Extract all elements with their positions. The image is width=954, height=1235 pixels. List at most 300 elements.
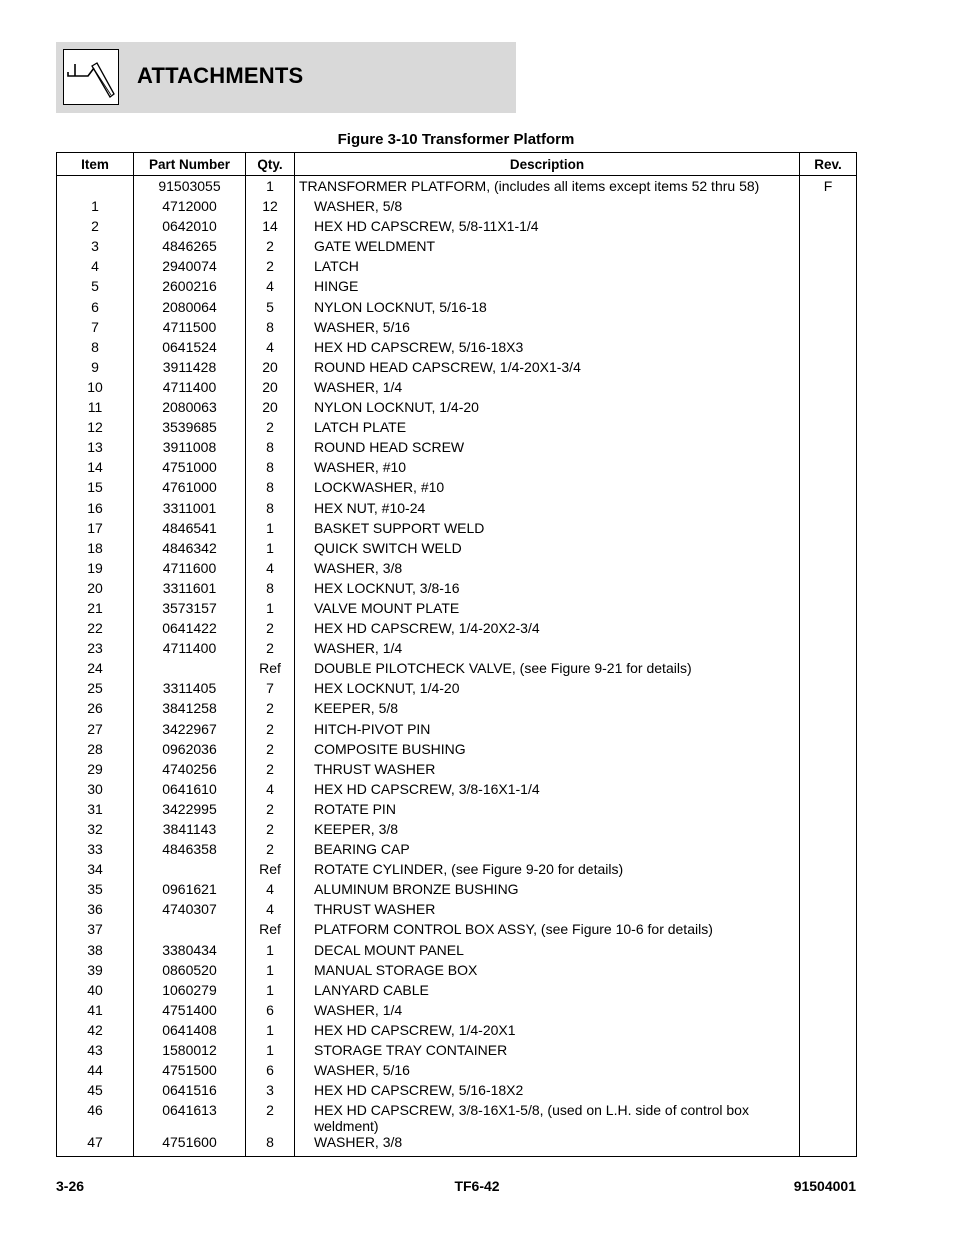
- table-row: [57, 500, 857, 520]
- qty-cell: 1: [246, 962, 295, 982]
- item-cell: 27: [57, 721, 134, 741]
- table-row: [57, 198, 857, 218]
- section-title: ATTACHMENTS: [137, 63, 304, 88]
- description-cell: ROUND HEAD CAPSCREW, 1/4-20X1-3/4: [295, 359, 800, 379]
- description-cell: LOCKWASHER, #10: [295, 479, 800, 499]
- item-cell: 31: [57, 801, 134, 821]
- table-row: [57, 1002, 857, 1022]
- part-number-cell: 0641408: [134, 1022, 246, 1042]
- description-cell: COMPOSITE BUSHING: [295, 741, 800, 761]
- table-row: [57, 881, 857, 901]
- table-row: [57, 1022, 857, 1042]
- rev-cell: [800, 962, 857, 982]
- rev-cell: [800, 1022, 857, 1042]
- part-number-cell: 4751400: [134, 1002, 246, 1022]
- table-row: [57, 821, 857, 841]
- item-cell: 20: [57, 580, 134, 600]
- part-number-cell: 0860520: [134, 962, 246, 982]
- description-cell: WASHER, 3/8: [295, 560, 800, 580]
- rev-cell: [800, 841, 857, 861]
- description-cell: HEX LOCKNUT, 1/4-20: [295, 680, 800, 700]
- qty-cell: 4: [246, 781, 295, 801]
- qty-cell: 1: [246, 1042, 295, 1062]
- rev-cell: [800, 1082, 857, 1102]
- qty-cell: 8: [246, 1134, 295, 1157]
- part-number-cell: 4740256: [134, 761, 246, 781]
- rev-cell: [800, 861, 857, 881]
- part-number-cell: 3311405: [134, 680, 246, 700]
- part-number-cell: 4711400: [134, 640, 246, 660]
- part-number-cell: 3422995: [134, 801, 246, 821]
- document-number: 91504001: [793, 1178, 856, 1194]
- qty-cell: 4: [246, 339, 295, 359]
- table-row: [57, 700, 857, 720]
- table-row: [57, 761, 857, 781]
- rev-cell: [800, 439, 857, 459]
- table-row: [57, 319, 857, 339]
- table-row: [57, 459, 857, 479]
- rev-cell: [800, 640, 857, 660]
- rev-cell: [800, 459, 857, 479]
- table-row: [57, 419, 857, 439]
- table-row: [57, 680, 857, 700]
- item-cell: 16: [57, 500, 134, 520]
- qty-cell: 2: [246, 1102, 295, 1134]
- qty-cell: Ref: [246, 861, 295, 881]
- part-number-cell: 4846265: [134, 238, 246, 258]
- part-number-cell: 4711500: [134, 319, 246, 339]
- qty-cell: 1: [246, 982, 295, 1002]
- table-row: [57, 1062, 857, 1082]
- qty-cell: 2: [246, 238, 295, 258]
- part-number-cell: 4711400: [134, 379, 246, 399]
- part-number-cell: 0641516: [134, 1082, 246, 1102]
- description-cell: WASHER, 1/4: [295, 1002, 800, 1022]
- description-cell: GATE WELDMENT: [295, 238, 800, 258]
- part-number-cell: 4846541: [134, 520, 246, 540]
- rev-cell: [800, 540, 857, 560]
- description-cell: WASHER, #10: [295, 459, 800, 479]
- item-cell: [57, 176, 134, 199]
- rev-cell: [800, 500, 857, 520]
- rev-cell: [800, 218, 857, 238]
- part-number-cell: 3911008: [134, 439, 246, 459]
- page-number: 3-26: [56, 1178, 85, 1194]
- table-row: [57, 962, 857, 982]
- table-row: [57, 640, 857, 660]
- qty-cell: 2: [246, 841, 295, 861]
- part-number-cell: 0641610: [134, 781, 246, 801]
- rev-cell: F: [800, 176, 857, 199]
- table-row: [57, 238, 857, 258]
- qty-cell: 12: [246, 198, 295, 218]
- description-cell: LATCH: [295, 258, 800, 278]
- description-cell: ROUND HEAD SCREW: [295, 439, 800, 459]
- table-row: [57, 942, 857, 962]
- qty-cell: 20: [246, 379, 295, 399]
- rev-cell: [800, 560, 857, 580]
- description-cell: THRUST WASHER: [295, 761, 800, 781]
- rev-cell: [800, 620, 857, 640]
- item-cell: 13: [57, 439, 134, 459]
- item-cell: 17: [57, 520, 134, 540]
- item-cell: 47: [57, 1134, 134, 1157]
- qty-cell: 2: [246, 801, 295, 821]
- item-cell: 23: [57, 640, 134, 660]
- qty-cell: 2: [246, 761, 295, 781]
- qty-cell: 20: [246, 359, 295, 379]
- wrench-icon: [63, 49, 119, 105]
- description-cell: HEX HD CAPSCREW, 3/8-16X1-1/4: [295, 781, 800, 801]
- parts-table: [56, 152, 857, 1157]
- qty-cell: Ref: [246, 921, 295, 941]
- qty-cell: 1: [246, 520, 295, 540]
- qty-cell: Ref: [246, 660, 295, 680]
- description-cell: MANUAL STORAGE BOX: [295, 962, 800, 982]
- rev-cell: [800, 600, 857, 620]
- rev-cell: [800, 198, 857, 218]
- qty-cell: 2: [246, 620, 295, 640]
- table-row: [57, 580, 857, 600]
- rev-cell: [800, 319, 857, 339]
- item-cell: 12: [57, 419, 134, 439]
- item-cell: 6: [57, 299, 134, 319]
- item-cell: 29: [57, 761, 134, 781]
- qty-cell: 8: [246, 459, 295, 479]
- table-row: [57, 861, 857, 881]
- qty-cell: 8: [246, 500, 295, 520]
- description-cell: ROTATE CYLINDER, (see Figure 9-20 for details): [295, 861, 800, 881]
- description-cell: WASHER, 1/4: [295, 379, 800, 399]
- qty-cell: 1: [246, 176, 295, 199]
- qty-cell: 2: [246, 700, 295, 720]
- qty-cell: 8: [246, 319, 295, 339]
- description-cell: DOUBLE PILOTCHECK VALVE, (see Figure 9-21 for details): [295, 660, 800, 680]
- part-number-cell: 4761000: [134, 479, 246, 499]
- qty-cell: 2: [246, 258, 295, 278]
- model-name: TF6-42: [454, 1178, 500, 1194]
- item-cell: 28: [57, 741, 134, 761]
- item-cell: 8: [57, 339, 134, 359]
- table-row: [57, 841, 857, 861]
- item-cell: 41: [57, 1002, 134, 1022]
- item-cell: 43: [57, 1042, 134, 1062]
- rev-cell: [800, 942, 857, 962]
- part-number-cell: 0962036: [134, 741, 246, 761]
- item-cell: 26: [57, 700, 134, 720]
- rev-cell: [800, 680, 857, 700]
- description-cell: QUICK SWITCH WELD: [295, 540, 800, 560]
- description-cell: HEX HD CAPSCREW, 1/4-20X2-3/4: [295, 620, 800, 640]
- part-number-cell: 4846358: [134, 841, 246, 861]
- item-cell: 35: [57, 881, 134, 901]
- rev-cell: [800, 1002, 857, 1022]
- part-number-cell: 1060279: [134, 982, 246, 1002]
- qty-cell: 4: [246, 560, 295, 580]
- table-row: [57, 721, 857, 741]
- description-cell: LATCH PLATE: [295, 419, 800, 439]
- qty-cell: 1: [246, 1022, 295, 1042]
- description-cell: THRUST WASHER: [295, 901, 800, 921]
- rev-cell: [800, 821, 857, 841]
- description-cell: TRANSFORMER PLATFORM, (includes all items except items 52 thru 58): [295, 176, 800, 199]
- item-cell: 2: [57, 218, 134, 238]
- item-cell: 4: [57, 258, 134, 278]
- rev-cell: [800, 781, 857, 801]
- part-number-cell: 0642010: [134, 218, 246, 238]
- rev-cell: [800, 278, 857, 298]
- item-cell: 46: [57, 1102, 134, 1134]
- item-cell: 45: [57, 1082, 134, 1102]
- item-cell: 36: [57, 901, 134, 921]
- description-cell: NYLON LOCKNUT, 1/4-20: [295, 399, 800, 419]
- item-cell: 18: [57, 540, 134, 560]
- table-row: [57, 540, 857, 560]
- item-cell: 44: [57, 1062, 134, 1082]
- part-number-cell: 3311001: [134, 500, 246, 520]
- description-cell: HEX NUT, #10-24: [295, 500, 800, 520]
- part-number-cell: 0641524: [134, 339, 246, 359]
- description-cell: STORAGE TRAY CONTAINER: [295, 1042, 800, 1062]
- qty-cell: 2: [246, 821, 295, 841]
- item-cell: 37: [57, 921, 134, 941]
- item-cell: 39: [57, 962, 134, 982]
- table-row: [57, 620, 857, 640]
- item-cell: 5: [57, 278, 134, 298]
- table-row: [57, 339, 857, 359]
- rev-cell: [800, 238, 857, 258]
- rev-cell: [800, 761, 857, 781]
- item-cell: 11: [57, 399, 134, 419]
- rev-cell: [800, 258, 857, 278]
- description-cell: ALUMINUM BRONZE BUSHING: [295, 881, 800, 901]
- rev-cell: [800, 881, 857, 901]
- qty-cell: 2: [246, 741, 295, 761]
- rev-cell: [800, 339, 857, 359]
- description-cell: HEX HD CAPSCREW, 3/8-16X1-5/8, (used on L.H. side of control box weldment): [295, 1102, 800, 1134]
- part-number-cell: 4740307: [134, 901, 246, 921]
- part-number-cell: 1580012: [134, 1042, 246, 1062]
- description-cell: HEX LOCKNUT, 3/8-16: [295, 580, 800, 600]
- description-cell: ROTATE PIN: [295, 801, 800, 821]
- qty-cell: 2: [246, 721, 295, 741]
- part-number-cell: 3311601: [134, 580, 246, 600]
- description-cell: LANYARD CABLE: [295, 982, 800, 1002]
- item-cell: 32: [57, 821, 134, 841]
- qty-cell: 1: [246, 942, 295, 962]
- item-cell: 25: [57, 680, 134, 700]
- part-number-cell: 2080063: [134, 399, 246, 419]
- qty-cell: 8: [246, 580, 295, 600]
- item-cell: 42: [57, 1022, 134, 1042]
- description-cell: WASHER, 5/8: [295, 198, 800, 218]
- description-cell: KEEPER, 5/8: [295, 700, 800, 720]
- item-cell: 19: [57, 560, 134, 580]
- part-number-cell: 4712000: [134, 198, 246, 218]
- rev-cell: [800, 1134, 857, 1157]
- item-cell: 10: [57, 379, 134, 399]
- table-row: [57, 1134, 857, 1157]
- part-number-cell: 91503055: [134, 176, 246, 199]
- table-row: [57, 1042, 857, 1062]
- qty-cell: 8: [246, 479, 295, 499]
- rev-cell: [800, 660, 857, 680]
- description-cell: HINGE: [295, 278, 800, 298]
- column-header-item: Item: [57, 153, 134, 176]
- table-row: [57, 278, 857, 298]
- rev-cell: [800, 801, 857, 821]
- rev-cell: [800, 399, 857, 419]
- qty-cell: 14: [246, 218, 295, 238]
- part-number-cell: 2940074: [134, 258, 246, 278]
- part-number-cell: 4751500: [134, 1062, 246, 1082]
- table-row: [57, 176, 857, 199]
- description-cell: HEX HD CAPSCREW, 5/16-18X2: [295, 1082, 800, 1102]
- part-number-cell: 2080064: [134, 299, 246, 319]
- part-number-cell: 0641422: [134, 620, 246, 640]
- qty-cell: 7: [246, 680, 295, 700]
- item-cell: 22: [57, 620, 134, 640]
- item-cell: 30: [57, 781, 134, 801]
- description-cell: BASKET SUPPORT WELD: [295, 520, 800, 540]
- description-cell: WASHER, 3/8: [295, 1134, 800, 1157]
- rev-cell: [800, 359, 857, 379]
- table-row: [57, 781, 857, 801]
- qty-cell: 1: [246, 540, 295, 560]
- item-cell: 3: [57, 238, 134, 258]
- table-row: [57, 359, 857, 379]
- qty-cell: 2: [246, 640, 295, 660]
- qty-cell: 4: [246, 278, 295, 298]
- part-number-cell: 3422967: [134, 721, 246, 741]
- part-number-cell: 3380434: [134, 942, 246, 962]
- table-row: [57, 439, 857, 459]
- qty-cell: 2: [246, 419, 295, 439]
- table-row: [57, 901, 857, 921]
- table-row: [57, 299, 857, 319]
- part-number-cell: [134, 660, 246, 680]
- qty-cell: 5: [246, 299, 295, 319]
- qty-cell: 6: [246, 1062, 295, 1082]
- table-row: [57, 660, 857, 680]
- table-row: [57, 1102, 857, 1134]
- table-row: [57, 479, 857, 499]
- rev-cell: [800, 299, 857, 319]
- item-cell: 21: [57, 600, 134, 620]
- rev-cell: [800, 520, 857, 540]
- table-row: [57, 399, 857, 419]
- table-row: [57, 741, 857, 761]
- table-row: [57, 600, 857, 620]
- part-number-cell: [134, 861, 246, 881]
- table-row: [57, 921, 857, 941]
- description-cell: DECAL MOUNT PANEL: [295, 942, 800, 962]
- rev-cell: [800, 1062, 857, 1082]
- rev-cell: [800, 1042, 857, 1062]
- part-number-cell: 3841143: [134, 821, 246, 841]
- part-number-cell: 4711600: [134, 560, 246, 580]
- part-number-cell: 3539685: [134, 419, 246, 439]
- rev-cell: [800, 982, 857, 1002]
- item-cell: 1: [57, 198, 134, 218]
- rev-cell: [800, 419, 857, 439]
- qty-cell: 1: [246, 600, 295, 620]
- description-cell: HEX HD CAPSCREW, 5/16-18X3: [295, 339, 800, 359]
- description-cell: WASHER, 5/16: [295, 1062, 800, 1082]
- item-cell: 38: [57, 942, 134, 962]
- description-cell: HEX HD CAPSCREW, 5/8-11X1-1/4: [295, 218, 800, 238]
- part-number-cell: 3841258: [134, 700, 246, 720]
- qty-cell: 3: [246, 1082, 295, 1102]
- qty-cell: 4: [246, 881, 295, 901]
- figure-title: Figure 3-10 Transformer Platform: [337, 131, 575, 148]
- part-number-cell: 4846342: [134, 540, 246, 560]
- item-cell: 40: [57, 982, 134, 1002]
- description-cell: WASHER, 5/16: [295, 319, 800, 339]
- item-cell: 33: [57, 841, 134, 861]
- table-row: [57, 801, 857, 821]
- table-row: [57, 560, 857, 580]
- rev-cell: [800, 721, 857, 741]
- rev-cell: [800, 1102, 857, 1134]
- part-number-cell: 4751600: [134, 1134, 246, 1157]
- description-cell: VALVE MOUNT PLATE: [295, 600, 800, 620]
- rev-cell: [800, 901, 857, 921]
- description-cell: WASHER, 1/4: [295, 640, 800, 660]
- qty-cell: 6: [246, 1002, 295, 1022]
- part-number-cell: 3911428: [134, 359, 246, 379]
- column-header-rev: Rev.: [800, 153, 857, 176]
- item-cell: 34: [57, 861, 134, 881]
- qty-cell: 8: [246, 439, 295, 459]
- table-header-row: [57, 153, 857, 176]
- item-cell: 7: [57, 319, 134, 339]
- qty-cell: 4: [246, 901, 295, 921]
- part-number-cell: 2600216: [134, 278, 246, 298]
- part-number-cell: 0641613: [134, 1102, 246, 1134]
- column-header-description: Description: [295, 153, 800, 176]
- description-cell: NYLON LOCKNUT, 5/16-18: [295, 299, 800, 319]
- part-number-cell: 0961621: [134, 881, 246, 901]
- description-cell: HEX HD CAPSCREW, 1/4-20X1: [295, 1022, 800, 1042]
- part-number-cell: 3573157: [134, 600, 246, 620]
- description-cell: BEARING CAP: [295, 841, 800, 861]
- table-row: [57, 982, 857, 1002]
- rev-cell: [800, 921, 857, 941]
- part-number-cell: [134, 921, 246, 941]
- rev-cell: [800, 580, 857, 600]
- item-cell: 24: [57, 660, 134, 680]
- table-row: [57, 520, 857, 540]
- table-row: [57, 258, 857, 278]
- item-cell: 15: [57, 479, 134, 499]
- description-cell: HITCH-PIVOT PIN: [295, 721, 800, 741]
- table-row: [57, 379, 857, 399]
- column-header-qty: Qty.: [246, 153, 295, 176]
- table-row: [57, 218, 857, 238]
- rev-cell: [800, 700, 857, 720]
- part-number-cell: 4751000: [134, 459, 246, 479]
- item-cell: 9: [57, 359, 134, 379]
- rev-cell: [800, 741, 857, 761]
- rev-cell: [800, 479, 857, 499]
- table-row: [57, 1082, 857, 1102]
- qty-cell: 20: [246, 399, 295, 419]
- column-header-part-number: Part Number: [134, 153, 246, 176]
- description-cell: PLATFORM CONTROL BOX ASSY, (see Figure 10-6 for details): [295, 921, 800, 941]
- item-cell: 14: [57, 459, 134, 479]
- description-cell: KEEPER, 3/8: [295, 821, 800, 841]
